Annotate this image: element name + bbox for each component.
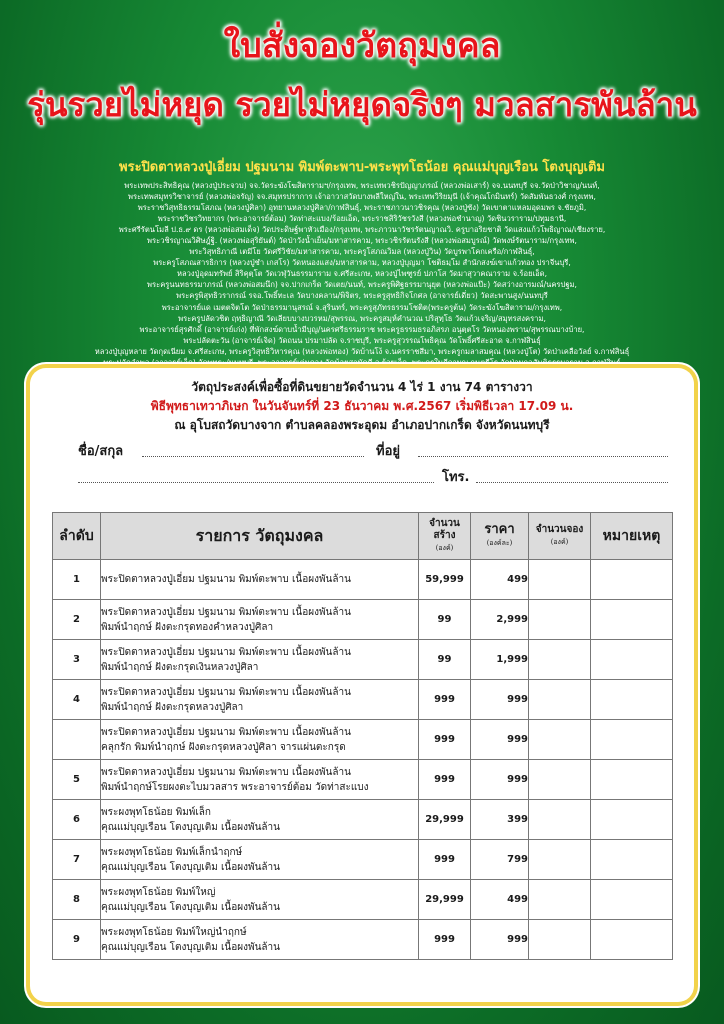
item-line2: พิมพ์นำฤกษ์ ฝังตะกรุดหลวงปู่ศิลา: [101, 701, 244, 713]
name-field[interactable]: [142, 456, 364, 457]
produced-qty: 999: [419, 680, 471, 720]
unit-price: 799: [471, 840, 529, 880]
reserve-qty-cell[interactable]: [529, 920, 591, 960]
item-name: [101, 760, 419, 800]
item-line1: พระปิดตาหลวงปู่เอี่ยม ปฐมนาม พิมพ์ตะพาบ เนื้อผงพันล้าน: [101, 766, 351, 778]
produced-qty: 999: [419, 840, 471, 880]
contributor-line: พระปลัดตะวัน (อาจารย์เจิด) วัดถนน ปรมาปลัด จ.ราชบุรี, พระครูสุวรรณโพธิคุณ วัดโพธิ์ศรีสะอาด จ.กาฬสินธุ์: [183, 335, 541, 345]
item-line1: พระปิดตาหลวงปู่เอี่ยม ปฐมนาม พิมพ์ตะพาบ เนื้อผงพันล้าน: [101, 726, 351, 738]
header-item: รายการ วัตถุมงคล: [101, 513, 419, 560]
table-row: [53, 800, 673, 840]
unit-price: 499: [471, 560, 529, 600]
row-number: 4: [53, 680, 101, 720]
row-number: 8: [53, 880, 101, 920]
location-text: ณ อุโบสถวัดบางจาก ตำบลคลองพระอุดม อำเภอปากเกร็ด จังหวัดนนทบุรี: [174, 418, 550, 432]
item-name: [101, 840, 419, 880]
header-produced: จำนวนสร้าง (องค์): [419, 513, 471, 560]
item-line1: พระปิดตาหลวงปู่เอี่ยม ปฐมนาม พิมพ์ตะพาบ เนื้อผงพันล้าน: [101, 646, 351, 658]
contributor-line: พระครูปลัดวชิต ฤทฺธิญาณี วัดเลียบบางบวรหม/สุพรรณ, พระครูสมุห์คำนวณ ปริสุทฺโธ วัดแก้วเจริญ/สมุทรสงคราม,: [178, 313, 546, 323]
row-number: 5: [53, 760, 101, 800]
item-name: [101, 800, 419, 840]
contributor-line: พระศรีรัตนโมลี ป.ธ.๙ ดร (หลวงพ่อสมเด็จ) วัดประดิษฐ์พาหัวเมือง/กรุงเทพ, พระภาวนาวัชรรัตนญาณวิ. ครูบาอริยชาติ วัดแสงแก้วโพธิญาณ/เชียงราย,: [118, 225, 606, 235]
purpose-text: วัตถุประสงค์เพื่อซื้อที่ดินขยายวัดจำนวน 4 ไร่ 1 งาน 74 ตารางวา: [191, 380, 533, 394]
contributor-line: พระเทพสมุทรวิชาจารย์ (หลวงพ่อจรัญ) จจ.สมุทรปราการ เจ้าอาวาสวัดบางพลีใหญ่ใน, พระเทพวิริยมุนี (เจ้าคุณโกมินทร์) วัดสัมพันธวงศ์ กรุงเทพ,: [128, 192, 596, 202]
amulet-subtitle: พระปิดตาหลวงปู่เอี่ยม ปฐมนาม พิมพ์ตะพาบ-พระพุทโธน้อย คุณแม่บุญเรือน โตงบุญเติม: [119, 160, 605, 175]
unit-price: 399: [471, 800, 529, 840]
item-line2: พิมพ์นำฤกษ์ ฝังตะกรุดทองคำหลวงปู่ศิลา: [101, 621, 274, 633]
item-name: [101, 880, 419, 920]
row-number: 6: [53, 800, 101, 840]
produced-qty: 999: [419, 920, 471, 960]
contributor-line: พระอาจารย์สุรศักดิ์ (อาจารย์เก่ง) ที่พักสงฆ์ดาบน้ำมีบุญ/นครศรีธรรมราช พระครูธรรมธรอภิสรภ อนุตฺตโร วัดหนองพราน/สุพรรณบางบ้าย,: [139, 324, 585, 334]
table-row: [53, 880, 673, 920]
note-cell[interactable]: [591, 680, 673, 720]
note-cell[interactable]: [591, 880, 673, 920]
page-title: ใบสั่งจองวัตถุมงคล: [223, 26, 501, 66]
page-subtitle-series: รุ่นรวยไม่หยุด รวยไม่หยุดจริงๆ มวลสารพันล้าน: [27, 85, 697, 124]
reserve-qty-cell[interactable]: [529, 720, 591, 760]
contributor-line: พระครูโสภณสารธิการ (หลวงปู่ชำ เกสโร) วัดหนองแสง/มหาสารคาม, หลวงปู่บุญมา โชติธมฺโม สำนักสงฆ์เขาแก้วทอง ปราจีนบุรี,: [153, 258, 571, 268]
address-field[interactable]: [418, 456, 668, 457]
item-line1: พระปิดตาหลวงปู่เอี่ยม ปฐมนาม พิมพ์ตะพาบ เนื้อผงพันล้าน: [101, 606, 351, 618]
name-label: ชื่อ/สกุล: [78, 444, 124, 459]
item-name: [101, 640, 419, 680]
item-line1: พระผงพุทโธน้อย พิมพ์เล็กนำฤกษ์: [101, 846, 243, 858]
table-row: [53, 600, 673, 640]
item-line2: คุณแม่บุญเรือน โตงบุญเติม เนื้อผงพันล้าน: [101, 941, 280, 953]
contributor-line: พระครูพิสุทธิวรากรณ์ รจอ.โพธิ์ทะเล วัดบางคลาน/พิจิตร, พระครูสุทธิกิจโกศล (อาจารย์เดี่ยว) วัดสะพานสูง/นนทบุรี: [176, 291, 548, 301]
row-number: 9: [53, 920, 101, 960]
item-line1: พระผงพุทโธน้อย พิมพ์ใหญ่: [101, 886, 216, 898]
reserve-qty-cell[interactable]: [529, 640, 591, 680]
item-line2: คุณแม่บุญเรือน โตงบุญเติม เนื้อผงพันล้าน: [101, 901, 280, 913]
row-number: 3: [53, 640, 101, 680]
note-cell[interactable]: [591, 920, 673, 960]
table-row: [53, 760, 673, 800]
note-cell[interactable]: [591, 600, 673, 640]
address-label: ที่อยู่: [376, 444, 400, 459]
contributor-line: พระวิสุทธิภาณี เตมีโย วัดศรีวิชัย/มหาสารคาม, พระครูโสภณวิมล (หลวงปู่วิน) วัดบูรพาโคกเครือ/กาฬสินธุ์,: [189, 247, 535, 257]
row-number: [53, 720, 101, 760]
produced-qty: 59,999: [419, 560, 471, 600]
produced-qty: 29,999: [419, 880, 471, 920]
item-line2: พิมพ์นำฤกษ์โรยผงตะไบมวลสาร พระอาจารย์ต้อม วัดท่าสะแบง: [101, 781, 369, 793]
contributor-line: หลวงปู่บุญหลาย วัดกุดเนียม จ.ศรีสะเกษ, พระครูวิสุทธิวิหารคุณ (หลวงพ่อทอง) วัดบ้านโง้ จ.นครราชสีมา, พระครูกมลาสมคุณ (หลวงปู่โต) วัดป่าเคลือวัลย์ จ.กาฬสินธุ์: [94, 346, 630, 356]
contributor-line: พระปลัดอำพล (อาจารย์เอ็ด) วัดพุทธะ/นนทบุรี, พระอาจารย์เต่นดวง วัดน้อยสามัคคี จ.ร้อยเอ็ด, พระครูใบฎีกาบุญ กนฺตธีโร วัดป่าบกูลสันติธรรมาราม จ.กาฬสินธุ์: [103, 357, 621, 367]
reserve-qty-cell[interactable]: [529, 680, 591, 720]
header-price: ราคา (องค์ละ): [471, 513, 529, 560]
unit-price: 2,999: [471, 600, 529, 640]
produced-qty: 999: [419, 760, 471, 800]
item-line2: คลุกรัก พิมพ์นำฤกษ์ ฝังตะกรุดหลวงปู่ศิลา จารแผ่นตะกรุด: [101, 741, 346, 753]
contributor-line: พระวชิรญาณวิศิษฎ์ฐิ. (หลวงพ่อสุริยันต์) วัดป่าวังน้ำเย็น/มหาสารคาม, พระวชิรรัตนรังสี (หลวงพ่อสมบูรณ์) วัดพงษ์รัตนาราม/กรุงเทพ,: [147, 236, 577, 246]
item-line2: คุณแม่บุญเรือน โตงบุญเติม เนื้อผงพันล้าน: [101, 861, 280, 873]
address-field-line2[interactable]: [78, 482, 434, 483]
item-line1: พระปิดตาหลวงปู่เอี่ยม ปฐมนาม พิมพ์ตะพาบ เนื้อผงพันล้าน: [101, 574, 351, 585]
table-row: [53, 720, 673, 760]
table-row: [53, 840, 673, 880]
header-no: ลำดับ: [53, 513, 101, 560]
phone-field[interactable]: [476, 482, 668, 483]
contributor-line: พระอาจารย์แด เมตตจิตโต วัดป่าธรรมานุสรณ์ จ.สุรินทร์, พระครูสุภัทรธรรมโชติต(พระครูต้น) วัดระฆังโฆสิตาราม/กรุงเทพ,: [161, 302, 563, 312]
order-table: [52, 512, 673, 960]
reserve-qty-cell[interactable]: [529, 880, 591, 920]
reserve-qty-cell[interactable]: [529, 800, 591, 840]
item-line1: พระผงพุทโธน้อย พิมพ์ใหญ่นำฤกษ์: [101, 926, 247, 938]
item-name: [101, 600, 419, 640]
note-cell[interactable]: [591, 800, 673, 840]
contributors-list: [28, 180, 696, 379]
item-name: [101, 920, 419, 960]
unit-price: 999: [471, 760, 529, 800]
row-number: 2: [53, 600, 101, 640]
item-name: [101, 680, 419, 720]
contributor-line: พระราชวิชรวิทยากร (พระอาจารย์ต้อม) วัดท่าสะแบง/ร้อยเอ็ด, พระราชสิริวัชรวังสี (หลวงพ่อชำนาญ) วัดชินวราราม/ปทุมธานี,: [157, 214, 567, 224]
unit-price: 999: [471, 720, 529, 760]
unit-price: 1,999: [471, 640, 529, 680]
table-row: [53, 920, 673, 960]
table-row: [53, 560, 673, 600]
unit-price: 999: [471, 680, 529, 720]
item-line2: คุณแม่บุญเรือน โตงบุญเติม เนื้อผงพันล้าน: [101, 821, 280, 833]
item-line2: พิมพ์นำฤกษ์ ฝังตะกรุดเงินหลวงปู่ศิลา: [101, 661, 259, 673]
contributor-line: พระครูนนทธรรมาภรณ์ (หลวงพ่อสมนึก) จจ.ปากเกร็ด วัดเตย/นนท์, พระครูพิศิฐธรรมานุยุต (หลวงพ่อแป๊ะ) วัดสว่างอารมณ์/นครปฐม,: [147, 280, 577, 290]
unit-price: 499: [471, 880, 529, 920]
contributor-line: หลวงปู่อุดมทรัพย์ สิริคุตฺโต วัดเวฬุวันธรรมาราม จ.ศรีสะเกษ, หลวงปู่ไพฑูรย์ ปภาโส วัดมาสุวาคณาราม จ.ร้อยเอ็ด,: [176, 269, 548, 279]
note-cell[interactable]: [591, 720, 673, 760]
item-line1: พระปิดตาหลวงปู่เอี่ยม ปฐมนาม พิมพ์ตะพาบ เนื้อผงพันล้าน: [101, 686, 351, 698]
table-row: [53, 680, 673, 720]
note-cell[interactable]: [591, 560, 673, 600]
produced-qty: 999: [419, 720, 471, 760]
table-row: [53, 640, 673, 680]
ceremony-text: พิธีพุทธาเทวาภิเษก ในวันจันทร์ที่ 23 ธันวาคม พ.ศ.2567 เริ่มพิธีเวลา 17.09 น.: [150, 399, 574, 413]
note-cell[interactable]: [591, 760, 673, 800]
item-name: [101, 560, 419, 600]
contributor-line: พระเทพประสิทธิคุณ (หลวงปู่ประจวบ) จจ.วัดระฆังโฆสิตารามฯ/กรุงเทพ, พระเทพวชิรปัญญาภรณ์ (หลวงพ่อเสาร์) จจ.นนทบุรี จจ.วัดป่าวิชาญ/นนท์,: [124, 181, 600, 190]
produced-qty: 29,999: [419, 800, 471, 840]
reserve-qty-cell[interactable]: [529, 840, 591, 880]
produced-qty: 99: [419, 640, 471, 680]
reserve-qty-cell[interactable]: [529, 560, 591, 600]
row-number: 7: [53, 840, 101, 880]
reserve-qty-cell[interactable]: [529, 760, 591, 800]
header-reserve: จำนวนจอง (องค์): [529, 513, 591, 560]
reserve-qty-cell[interactable]: [529, 600, 591, 640]
note-cell[interactable]: [591, 640, 673, 680]
note-cell[interactable]: [591, 840, 673, 880]
item-name: [101, 720, 419, 760]
unit-price: 999: [471, 920, 529, 960]
contributor-line: พระราชวิสุทธิธรรมโสภณ (หลวงปู่ศิลา) อุทยานหลวงปู่ศิลา/กาฬสินธุ์, พระราชภาวนาวชิรคุณ (หลวงปู่ซัง) วัดเขาตาแหลมอุดมพร จ.ชัยภูมิ,: [137, 203, 587, 213]
row-number: 1: [53, 560, 101, 600]
produced-qty: 99: [419, 600, 471, 640]
item-line1: พระผงพุทโธน้อย พิมพ์เล็ก: [101, 806, 211, 818]
phone-label: โทร.: [442, 470, 470, 485]
header-note: หมายเหตุ: [591, 513, 673, 560]
order-card: [30, 368, 694, 1002]
